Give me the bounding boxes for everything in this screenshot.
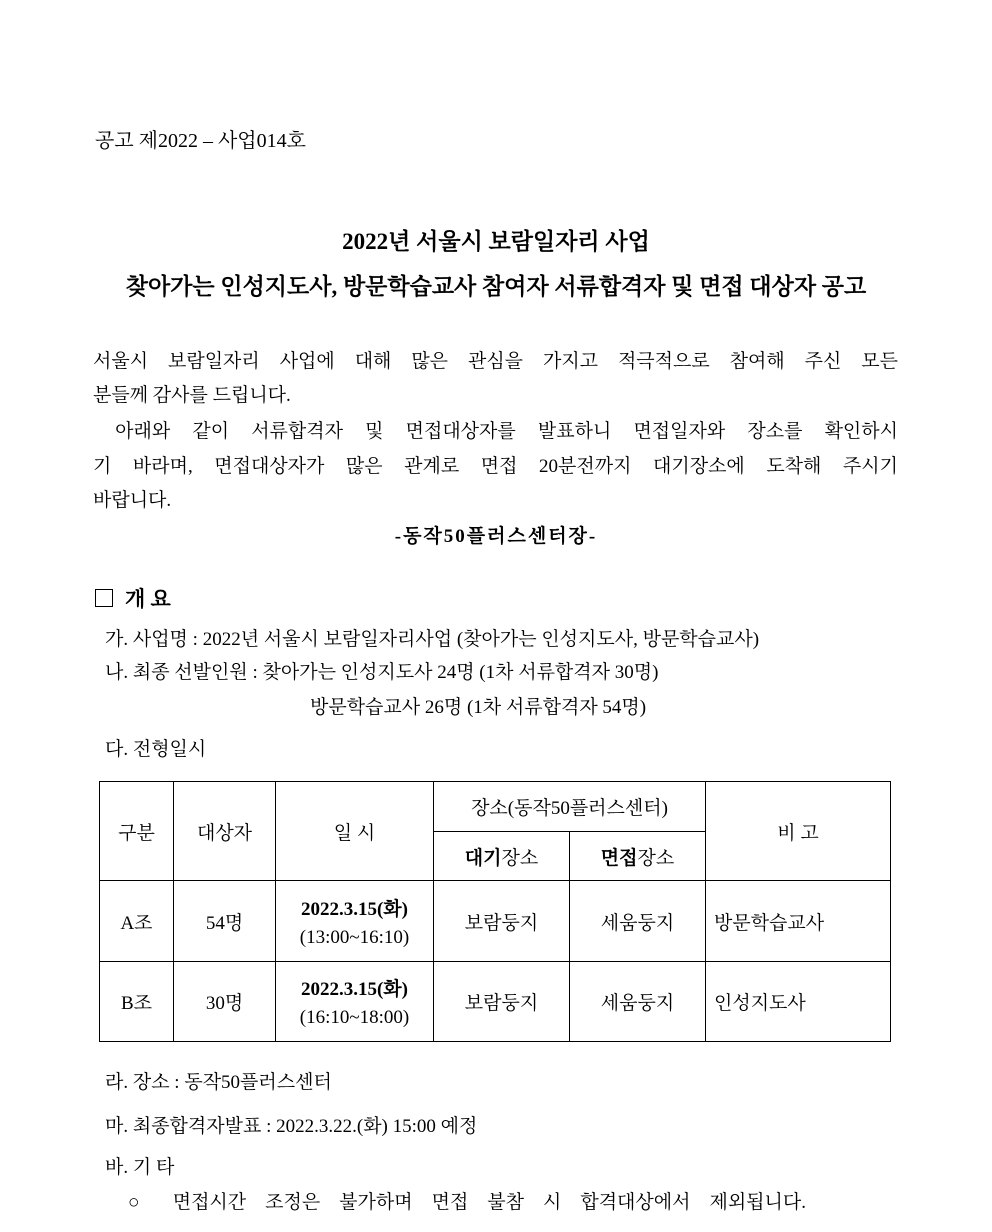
header-interview-place — [570, 832, 706, 881]
signature: -동작50플러스센터장- — [394, 526, 598, 547]
table-row — [100, 962, 891, 1042]
cell-datetime — [276, 881, 434, 962]
header-wait-bold: 대기 — [464, 847, 502, 869]
cell-target: 54명 — [174, 881, 276, 962]
header-place: 장소(동작50플러스센터) — [434, 782, 706, 832]
cell-interview: 세움둥지 — [570, 881, 706, 962]
item-da: 다. 전형일시 — [105, 739, 207, 760]
body-line: 바랍니다. — [93, 490, 172, 511]
item-ma: 마. 최종합격자발표 : 2022.3.22.(화) 15:00 예정 — [105, 1116, 478, 1137]
header-datetime: 일 시 — [276, 782, 434, 881]
section-heading — [95, 587, 171, 611]
item-ga: 가. 사업명 : 2022년 서울시 보람일자리사업 (찾아가는 인성지도사, 방문학습교사) — [105, 629, 760, 650]
cell-wait: 보람둥지 — [434, 881, 570, 962]
header-interview-bold: 면접 — [600, 847, 638, 869]
schedule-table — [99, 781, 891, 1042]
cell-date: 2022.3.15(화) — [300, 898, 408, 920]
cell-wait: 보람둥지 — [434, 962, 570, 1042]
cell-datetime — [276, 962, 434, 1042]
body-line: 분들께 감사를 드립니다. — [93, 385, 291, 406]
title-line-2: 찾아가는 인성지도사, 방문학습교사 참여자 서류합격자 및 면접 대상자 공고 — [125, 274, 867, 299]
item-na-cont: 방문학습교사 26명 (1차 서류합격자 54명) — [310, 697, 647, 718]
table-row — [100, 881, 891, 962]
cell-target: 30명 — [174, 962, 276, 1042]
section-title: 개 요 — [125, 587, 171, 611]
notice-number: 공고 제2022 – 사업014호 — [95, 130, 306, 152]
cell-interview: 세움둥지 — [570, 962, 706, 1042]
item-na: 나. 최종 선발인원 : 찾아가는 인성지도사 24명 (1차 서류합격자 30명) — [105, 662, 659, 683]
item-ra: 라. 장소 : 동작50플러스센터 — [105, 1072, 332, 1093]
body-line: 기 바라며, 면접대상자가 많은 관계로 면접 20분전까지 대기장소에 도착해 주시기 — [93, 456, 898, 477]
header-interview-rest: 장소 — [637, 847, 675, 869]
item-ba: 바. 기 타 — [105, 1157, 175, 1178]
header-group: 구분 — [100, 782, 174, 881]
body-line: 아래와 같이 서류합격자 및 면접대상자를 발표하니 면접일자와 장소를 확인하시 — [93, 421, 898, 442]
header-wait-place — [434, 832, 570, 881]
header-wait-rest: 장소 — [501, 847, 539, 869]
title-line-1: 2022년 서울시 보람일자리 사업 — [342, 229, 650, 254]
body-line: 서울시 보람일자리 사업에 대해 많은 관심을 가지고 적극적으로 참여해 주신 모든 — [93, 351, 898, 372]
item-note: ○ 면접시간 조정은 불가하며 면접 불참 시 합격대상에서 제외됩니다. — [128, 1192, 806, 1213]
cell-time: (16:10~18:00) — [299, 1007, 410, 1028]
checkbox-square-icon — [95, 589, 113, 607]
cell-group: A조 — [100, 881, 174, 962]
cell-time: (13:00~16:10) — [299, 926, 410, 948]
header-target: 대상자 — [174, 782, 276, 881]
cell-group: B조 — [100, 962, 174, 1042]
cell-remarks: 인성지도사 — [706, 962, 891, 1042]
header-remarks: 비 고 — [706, 782, 891, 881]
cell-remarks: 방문학습교사 — [706, 881, 891, 962]
cell-date: 2022.3.15(화) — [300, 979, 408, 1000]
